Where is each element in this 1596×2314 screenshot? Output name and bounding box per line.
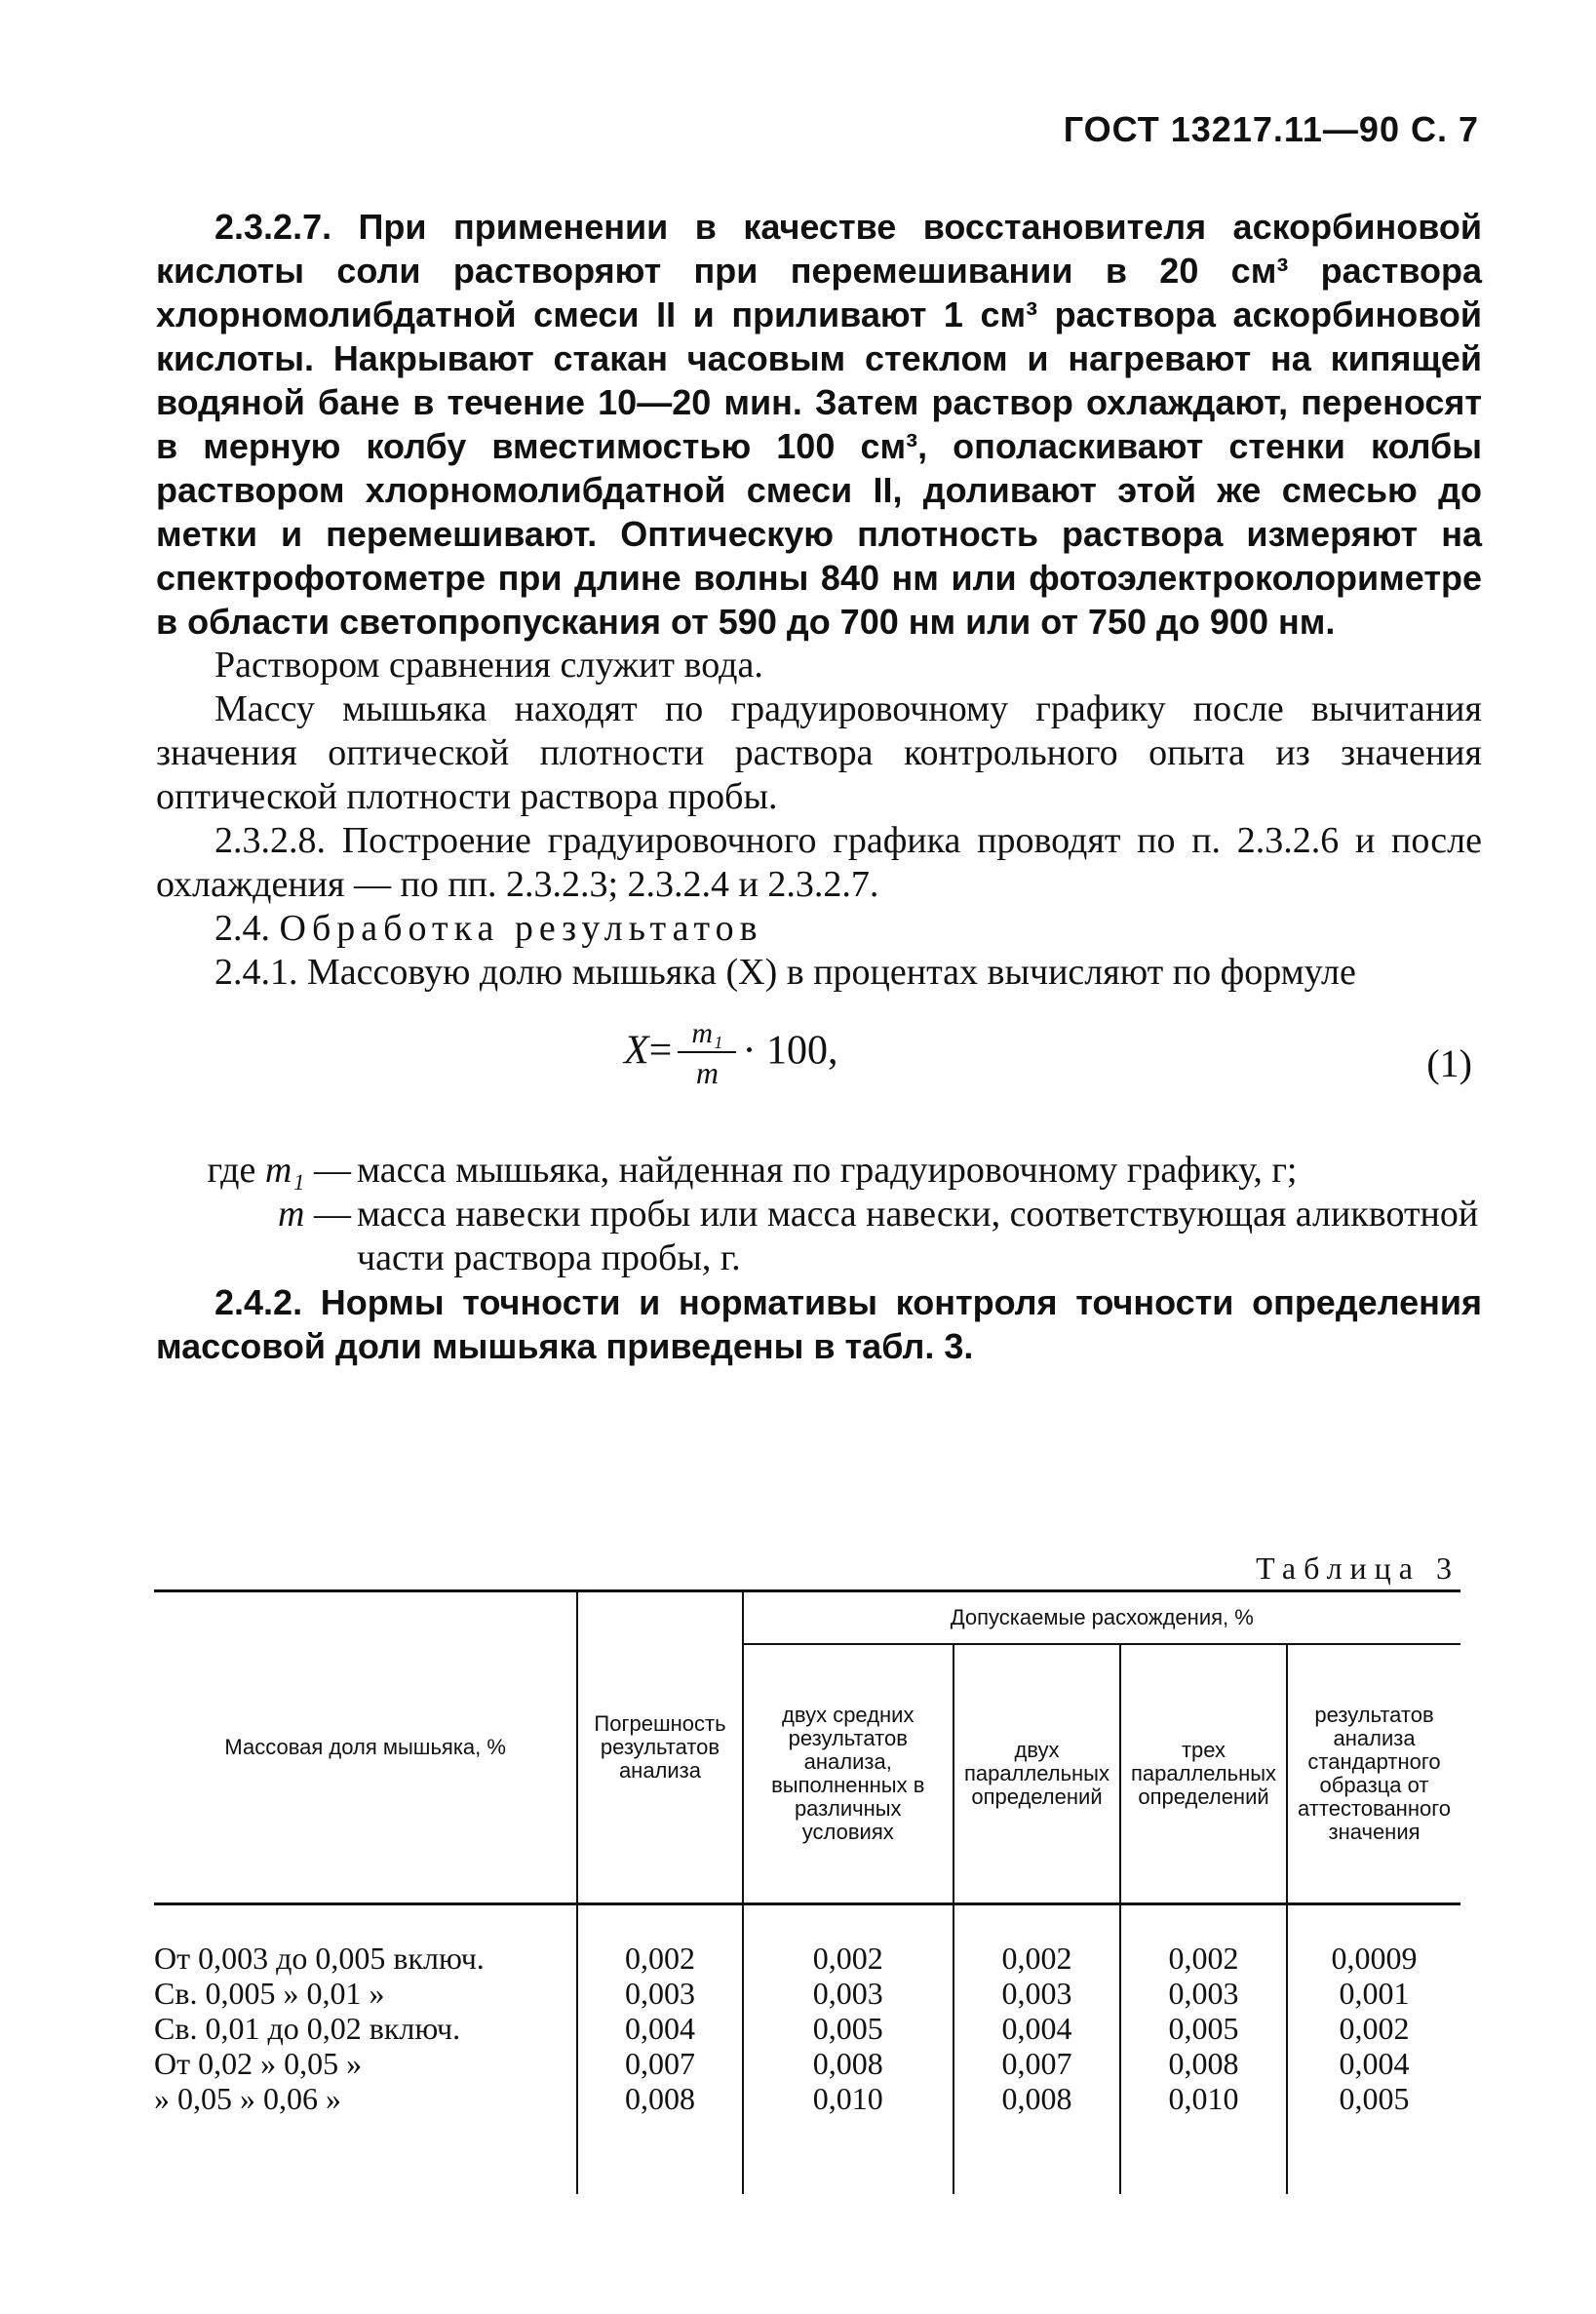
cell-mass: » 0,05 » 0,06 »: [154, 2081, 341, 2116]
table-3: [154, 1589, 1460, 2194]
cell-value: 0,008: [1120, 2046, 1287, 2081]
document-body: [156, 205, 1482, 1368]
formula-equals: =: [648, 1028, 673, 1074]
table-body: [154, 1904, 1460, 2195]
table-caption: Таблица 3: [1256, 1550, 1460, 1586]
cell-mass: От 0,003 до 0,005 включ.: [154, 1941, 485, 1976]
cell-value: 0,002: [743, 1904, 954, 1977]
cell-value: 0,005: [1287, 2081, 1460, 2194]
legend-m: [156, 1193, 1482, 1280]
table-row: [154, 1976, 1460, 2011]
column-header-error: Погрешность результатов анализа: [577, 1591, 742, 1904]
formula-multiplier: · 100,: [742, 1028, 838, 1074]
cell-value: 0,002: [577, 1904, 742, 1977]
legend-m1: [156, 1149, 1482, 1193]
cell-mass: Св. 0,01 до 0,02 включ.: [154, 2011, 461, 2046]
cell-value: 0,008: [954, 2081, 1120, 2194]
column-header-standard-sample: результатов анализа стандартного образца от аттестованного значения: [1287, 1644, 1460, 1904]
cell-value: 0,008: [577, 2081, 742, 2194]
paragraph-2-4-2: 2.4.2. Нормы точности и нормативы контроля точности определения массовой доли мышьяка приведены в табл. 3.: [156, 1282, 1482, 1366]
table-row: [154, 2011, 1460, 2046]
cell-value: 0,007: [577, 2046, 742, 2081]
formula-block: [156, 1002, 1482, 1149]
legend-def-m1: масса мышьяка, найденная по градуировочному графику, г;: [357, 1150, 1298, 1191]
column-header-mass-fraction: Массовая доля мышьяка, %: [154, 1591, 577, 1904]
legend-symbol-m1: m₁: [264, 1150, 305, 1191]
cell-value: 0,003: [1120, 1976, 1287, 2011]
legend-intro: где: [207, 1150, 256, 1191]
formula-lhs: X: [624, 1028, 649, 1074]
table-row: [154, 2046, 1460, 2081]
formula-numerator: m₁: [678, 1016, 736, 1053]
section-title: Обработка результатов: [279, 908, 763, 949]
cell-value: 0,002: [1287, 2011, 1460, 2046]
cell-value: 0,010: [1120, 2081, 1287, 2194]
table-row: [154, 2081, 1460, 2194]
column-header-three-parallel: трех параллельных определений: [1120, 1644, 1287, 1904]
cell-value: 0,004: [1287, 2046, 1460, 2081]
legend-dash: —: [304, 1194, 351, 1235]
column-header-two-parallel: двух параллельных определений: [954, 1644, 1120, 1904]
cell-value: 0,005: [743, 2011, 954, 2046]
cell-mass: Св. 0,005 » 0,01 »: [154, 1976, 385, 2011]
cell-value: 0,004: [577, 2011, 742, 2046]
legend-def-m: масса навески пробы или масса навески, соответствующая аликвотной части раствора пробы, г.: [357, 1194, 1479, 1278]
cell-value: 0,010: [743, 2081, 954, 2194]
column-group-header: Допускаемые расхождения, %: [743, 1591, 1460, 1645]
cell-value: 0,003: [743, 1976, 954, 2011]
cell-value: 0,008: [743, 2046, 954, 2081]
cell-value: 0,0009: [1287, 1904, 1460, 1977]
paragraph-2-4-1: 2.4.1. Массовую долю мышьяка (X) в процентах вычисляют по формуле: [214, 952, 1356, 993]
cell-value: 0,003: [954, 1976, 1120, 2011]
paragraph-2-3-2-8: 2.3.2.8. Построение градуировочного графика проводят по п. 2.3.2.6 и после охлаждения — по пп. 2.3.2.3; 2.3.2.4 и 2.3.2.7.: [156, 820, 1482, 905]
cell-value: 0,002: [1120, 1904, 1287, 1977]
table-row: [154, 1904, 1460, 1977]
paragraph-arsenic-mass: Массу мышьяка находят по градуировочному графику после вычитания значения оптической плотности раствора контрольного опыта из значения оптической плотности раствора пробы.: [156, 688, 1482, 817]
column-header-two-means: двух средних результатов анализа, выполненных в различных условиях: [743, 1644, 954, 1904]
cell-value: 0,005: [1120, 2011, 1287, 2046]
formula: [624, 1016, 837, 1092]
paragraph-2-3-2-7: 2.3.2.7. При применении в качестве восстановителя аскорбиновой кислоты соли растворяют при перемешивании в 20 см³ раствора хлорномолибдатной смеси II и приливают 1 см³ раствора аскорбиновой кислоты. Накрывают стакан часовым стеклом и нагревают на кипящей водяной бане в течение 10—20 мин. Затем раствор охлаждают, переносят в мерную колбу вместимостью 100 см³, ополаскивают стенки колбы раствором хлорномолибдатной смеси II, доливают этой же смесью до метки и перемешивают. Оптическую плотность раствора измеряют на спектрофотометре при длине волны 840 нм или фотоэлектроколориметре в области светопропускания от 590 до 700 нм или от 750 до 900 нм.: [156, 207, 1482, 642]
equation-number: (1): [1426, 1041, 1472, 1085]
cell-value: 0,002: [954, 1904, 1120, 1977]
paragraph-comparison-solution: Раствором сравнения служит вода.: [214, 645, 763, 686]
page-header: ГОСТ 13217.11—90 С. 7: [1063, 109, 1479, 149]
formula-legend: [156, 1149, 1482, 1280]
section-2-4-heading: [156, 907, 1482, 951]
cell-mass: От 0,02 » 0,05 »: [154, 2046, 363, 2081]
formula-fraction: [678, 1016, 736, 1092]
legend-dash: —: [304, 1150, 351, 1191]
section-number: 2.4.: [214, 908, 270, 949]
cell-value: 0,004: [954, 2011, 1120, 2046]
cell-value: 0,007: [954, 2046, 1120, 2081]
legend-symbol-m: m: [278, 1194, 305, 1235]
formula-denominator: m: [695, 1055, 719, 1090]
cell-value: 0,003: [577, 1976, 742, 2011]
cell-value: 0,001: [1287, 1976, 1460, 2011]
